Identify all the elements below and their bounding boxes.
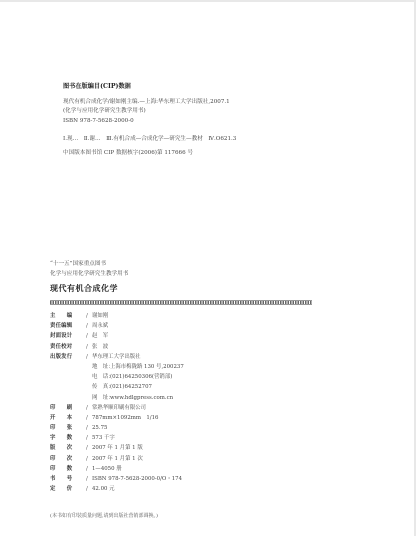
spec-row: 印 数 / 1—4050 册 [50,465,122,472]
credits-block [50,311,380,494]
cip-classification: Ⅰ.现… Ⅱ.谢… Ⅲ.有机合成—合成化学—研究生—教材 Ⅳ.O621.3 [63,136,237,142]
publisher-detail-row [50,372,380,382]
cip-line: (化学与应用化学研究生教学用书) [63,108,146,114]
spec-label: 定 价 [50,486,73,493]
divider-rule [50,300,312,305]
spec-row: 书 号 / ISBN 978-7-5628-2000-0/O・174 [50,476,183,482]
spec-row: 版 次 / 2007 年 1 月第 1 版 [50,445,143,452]
series-line: 化学与应用化学研究生教学用书 [50,271,129,277]
publisher-detail-row [50,382,380,392]
publisher-detail-label: 传 真： [92,384,114,391]
spec-value: 573 千字 [92,435,115,442]
publisher-detail-row [50,362,380,372]
spec-value: ISBN 978-7-5628-2000-0/O・174 [92,476,183,482]
spec-value: 2007 年 1 月第 1 版 [92,445,143,452]
publisher-detail-value: (021)64250306(营销部) [110,374,173,381]
spec-label: 书 号 [50,476,73,482]
credit-row: 出版发行 / 华东理工大学出版社 [50,353,141,360]
publisher-detail-label: 电 话： [92,374,114,381]
credit-label: 责任编辑 [50,323,73,330]
book-title: 现代有机合成化学 [50,283,118,293]
cip-line: 现代有机合成化学/谢如刚主编.—上海:华东理工大学出版社,2007.1 [63,98,230,105]
credit-label: 主 编 [50,313,73,319]
credit-row: 封面设计 / 赵 军 [50,333,109,340]
cip-isbn: ISBN 978-7-5628-2000-0 [63,117,134,124]
spec-row: 印 刷 / 常熟华顺印刷有限公司 [50,404,146,411]
spec-value: 25.75 [92,425,108,432]
credit-row: 责任编辑 / 周永斌 [50,323,109,330]
credit-value: 周永斌 [92,323,109,330]
spec-value: 1—4050 册 [92,465,122,472]
publisher-detail-value: (021)64252707 [110,384,152,391]
credit-label: 封面设计 [50,333,73,340]
credit-value: 张 波 [92,343,109,350]
spec-label: 印 张 [50,425,73,432]
spec-label: 版 次 [50,445,73,452]
spec-value: 常熟华顺印刷有限公司 [92,404,146,411]
spec-row: 定 价 / 42.00 元 [50,486,115,493]
publisher-detail-label: 地 址： [92,363,114,370]
spec-row: 印 张 / 25.75 [50,425,108,432]
footnote: (本书如有印装质量问题,请到出版社营销部调换。) [50,513,158,519]
series-line: “十一五”国家重点图书 [50,261,107,267]
series-block [50,259,128,279]
credit-value: 华东理工大学出版社 [92,353,141,360]
cip-block [63,82,383,158]
spec-label: 开 本 [50,414,73,421]
spec-value: 787mm×1092mm 1/16 [92,414,159,421]
cip-record-number: 中国版本图书馆 CIP 数据核字(2006)第 117666 号 [63,149,194,156]
spec-label: 印 次 [50,455,73,462]
publisher-detail-value: 上海市梅陇路 130 号,200237 [110,363,184,370]
spec-value: 2007 年 1 月第 1 次 [92,455,143,462]
page-edge-top [0,0,416,2]
cip-heading: 图书在版编目(CIP)数据 [63,83,131,90]
spec-row: 字 数 / 573 千字 [50,435,115,442]
credit-label: 责任校对 [50,343,73,350]
spec-row: 印 次 / 2007 年 1 月第 1 次 [50,455,143,462]
credit-value: 赵 军 [92,333,109,340]
credit-label: 出版发行 [50,353,73,360]
publisher-detail-row [50,393,380,403]
spec-value: 42.00 元 [92,486,115,493]
spec-label: 印 刷 [50,404,73,411]
credit-row: 责任校对 / 张 波 [50,343,109,350]
spec-row: 开 本 / 787mm×1092mm 1/16 [50,414,159,421]
spec-label: 印 数 [50,465,73,472]
credit-value: 谢如刚 [92,313,109,319]
publisher-detail-value: www.hdlgpress.com.cn [110,394,174,401]
spec-label: 字 数 [50,435,73,442]
publisher-detail-label: 网 址： [92,394,114,401]
credit-row: 主 编 / 谢如刚 [50,313,109,319]
